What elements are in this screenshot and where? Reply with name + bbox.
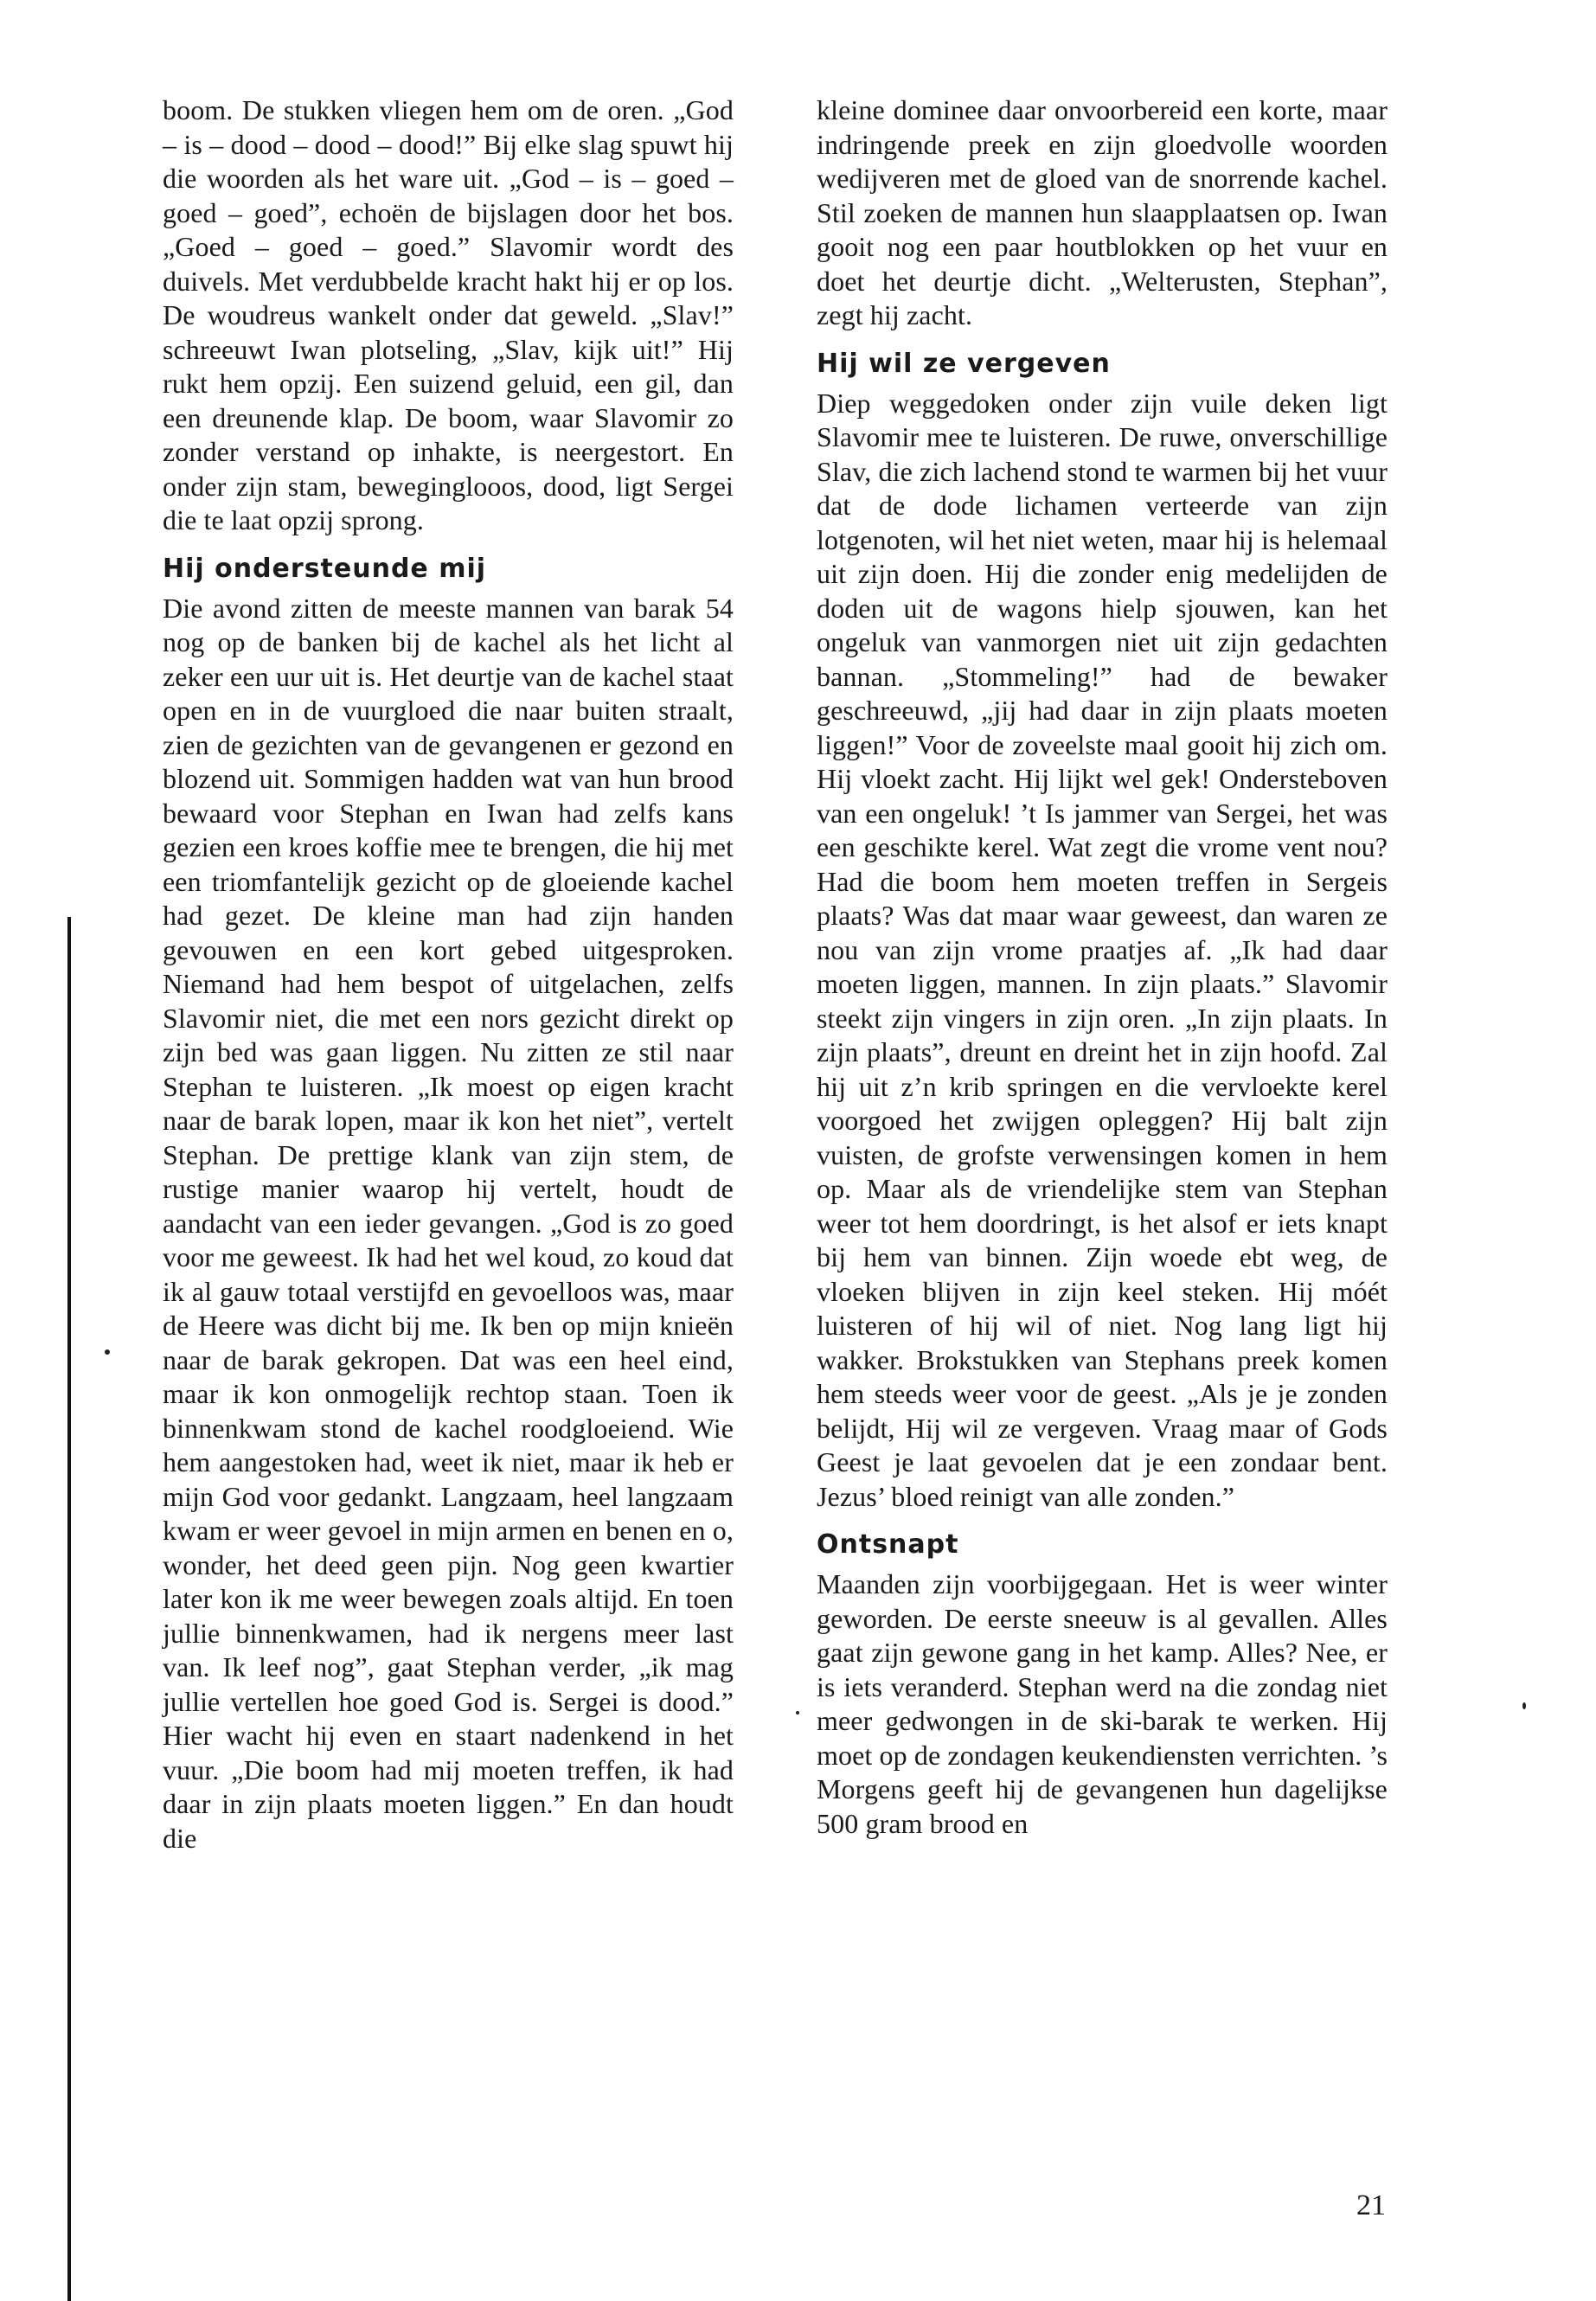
section-heading: Hij wil ze vergeven — [817, 348, 1111, 379]
right-column — [817, 93, 1388, 1841]
left-column — [163, 93, 734, 1856]
paragraph: Die avond zitten de meeste mannen van barak 54 nog op de banken bij de kachel als het licht al zeker een uur uit is. Het deurtje van de kachel staat open en in de vuurgloed die naar buiten straalt, zien de gezichten van de gevangenen er gezond en blozend uit. Sommigen hadden wat van hun brood bewaard voor Stephan en Iwan had zelfs kans gezien een kroes koffie mee te brengen, die hij met een triomfantelijk gezicht op de gloeiende kachel had gezet. De kleine man had zijn handen gevouwen en een kort gebed uitgesproken. Niemand had hem bespot of uitgelachen, zelfs Slavomir niet, die met een nors gezicht direkt op zijn bed was gaan liggen. Nu zitten ze stil naar Stephan te luisteren. „Ik moest op eigen kracht naar de barak lopen, maar ik kon het niet”, vertelt Stephan. De prettige klank van zijn stem, de rustige manier waarop hij vertelt, houdt de aandacht van een ieder gevangen. „God is zo goed voor me geweest. Ik had het wel koud, zo koud dat ik al gauw totaal verstijfd en gevoelloos was, maar de Heere was dicht bij me. Ik ben op mijn knieën naar de barak gekropen. Dat was een heel eind, maar ik kon onmogelijk rechtop staan. Toen ik binnenkwam stond de kachel roodgloeiend. Wie hem aangestoken had, weet ik niet, maar ik heb er mijn God voor gedankt. Langzaam, heel langzaam kwam er weer gevoel in mijn armen en benen en o, wonder, het deed geen pijn. Nog geen kwartier later kon ik me weer bewegen zoals altijd. En toen jullie binnenkwamen, had ik nergens meer last van. Ik leef nog”, gaat Stephan verder, „ik mag jullie vertellen hoe goed God is. Sergei is dood.” Hier wacht hij even en staart nadenkend in het vuur. „Die boom had mij moeten treffen, ik had daar in zijn plaats moeten liggen.” En dan houdt die — [163, 592, 734, 1854]
scan-dot-mark — [105, 1349, 110, 1355]
paragraph: boom. De stukken vliegen hem om de oren. „God – is – dood – dood – dood!” Bij elke slag spuwt hij die woorden als het ware uit. „God – is – goed – goed – goed”, echoën de bijslagen door het bos. „Goed – goed – goed.” Slavomir wordt des duivels. Met verdubbelde kracht hakt hij er op los. De woudreus wankelt onder dat geweld. „Slav!” schreeuwt Iwan plotseling, „Slav, kijk uit!” Hij rukt hem opzij. Een suizend geluid, een gil, dan een dreunende klap. De boom, waar Slavomir zo zonder verstand op inhakte, is neergestort. En onder zijn stam, beweginglooos, dood, ligt Sergei die te laat opzij sprong. — [163, 94, 734, 535]
scan-dot-mark — [796, 1711, 799, 1715]
page-number: 21 — [1356, 2189, 1386, 2221]
paragraph: kleine dominee daar onvoorbereid een korte, maar indringende preek en zijn gloedvolle woorden wedijveren met de gloed van de snorrende kachel. Stil zoeken de mannen hun slaapplaatsen op. Iwan gooit nog een paar houtblokken op het vuur en doet het deurtje dicht. „Welterusten, Stephan”, zegt hij zacht. — [817, 94, 1388, 330]
paragraph: Maanden zijn voorbijgegaan. Het is weer winter geworden. De eerste sneeuw is al gevallen. Alles gaat zijn gewone gang in het kamp. Alles? Nee, er is iets veranderd. Stephan werd na die zondag niet meer gedwongen in de ski-barak te werken. Hij moet op de zondagen keukendiensten verrichten. ’s Morgens geeft hij de gevangenen hun dagelijkse 500 gram brood en — [817, 1568, 1388, 1839]
section-heading: Ontsnapt — [817, 1529, 959, 1560]
paragraph: Diep weggedoken onder zijn vuile deken ligt Slavomir mee te luisteren. De ruwe, onverschillige Slav, die zich lachend stond te warmen bij het vuur dat de dode lichamen verteerde van zijn lotgenoten, wil het niet weten, maar hij is helemaal uit zijn doen. Hij die zonder enig medelijden de doden uit de wagons hielp sjouwen, kan het ongeluk van vanmorgen niet uit zijn gedachten bannan. „Stommeling!” had de bewaker geschreeuwd, „jij had daar in zijn plaats moeten liggen!” Voor de zoveelste maal gooit hij zich om. Hij vloekt zacht. Hij lijkt wel gek! Ondersteboven van een ongeluk! ’t Is jammer van Sergei, het was een geschikte kerel. Wat zegt die vrome vent nou? Had die boom hem moeten treffen in Sergeis plaats? Was dat maar waar geweest, dan waren ze nou van zijn vrome praatjes af. „Ik had daar moeten liggen, mannen. In zijn plaats.” Slavomir steekt zijn vingers in zijn oren. „In zijn plaats. In zijn plaats”, dreunt en dreint het in zijn hoofd. Zal hij uit z’n krib springen en die vervloekte kerel voorgoed het zwijgen opleggen? Hij balt zijn vuisten, de grofste verwensingen komen in hem op. Maar als de vriendelijke stem van Stephan weer tot hem doordringt, is het alsof er iets knapt bij hem van binnen. Zijn woede ebt weg, de vloeken blijven in zijn keel steken. Hij móét luisteren of hij wil of niet. Nog lang ligt hij wakker. Brokstukken van Stephans preek komen hem steeds weer voor de geest. „Als je je zonden belijdt, Hij wil ze vergeven. Vraag maar of Gods Geest je laat gevoelen dat je een zondaar bent. Jezus’ bloed reinigt van alle zonden.” — [817, 387, 1388, 1512]
binding-edge-line — [67, 917, 71, 2301]
section-heading: Hij ondersteunde mij — [163, 553, 487, 584]
scan-dot-mark — [1522, 1702, 1526, 1709]
